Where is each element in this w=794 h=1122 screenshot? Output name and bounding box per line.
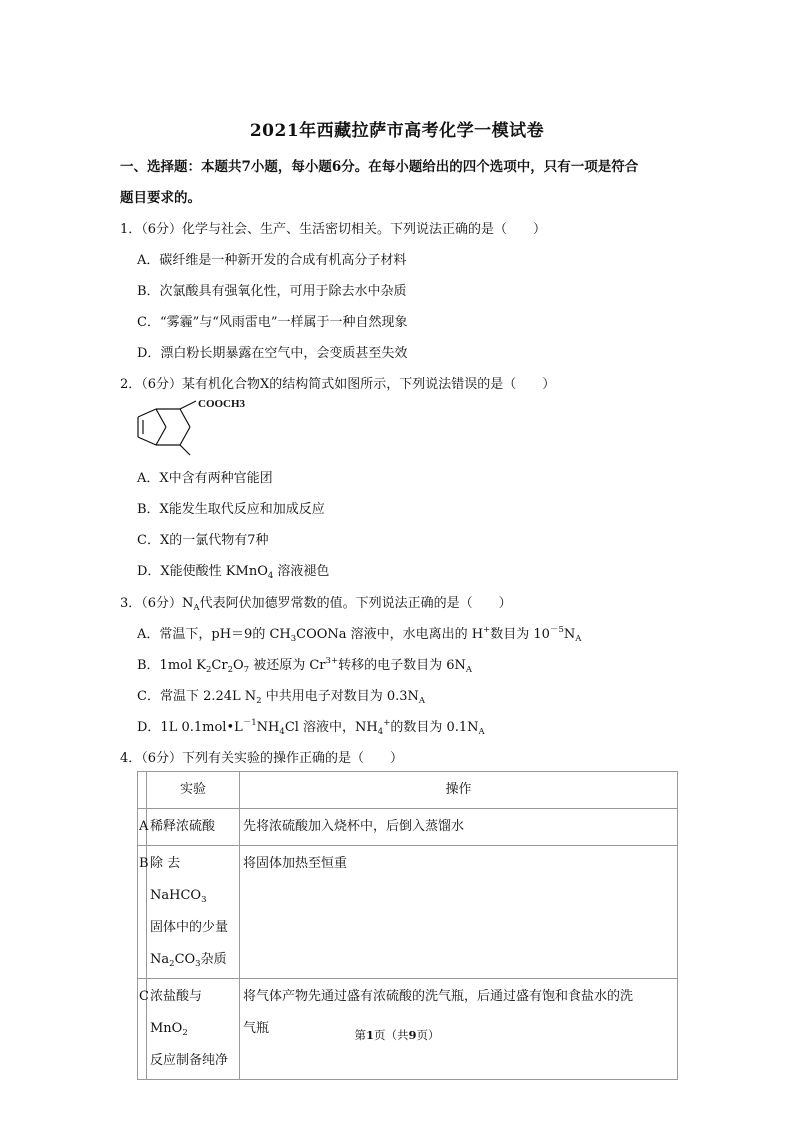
q2-stem: 2．（6分）某有机化合物X的结构简式如图所示，下列说法错误的是（ ） <box>120 377 556 392</box>
q1-option-d: D．漂白粉长期暴露在空气中，会变质甚至失效 <box>137 346 408 361</box>
q2-option-a: A．X中含有两种官能团 <box>137 471 273 486</box>
header-blank-cell <box>138 772 147 809</box>
q1-stem: 1．（6分）化学与社会、生产、生活密切相关。下列说法正确的是（ ） <box>120 222 547 237</box>
table-row <box>138 846 678 979</box>
section-heading-line1: 一、选择题：本题共7小题，每小题6分。在每小题给出的四个选项中，只有一项是符合 <box>120 159 639 175</box>
page-footer: 第1页（共9页） <box>354 1028 440 1042</box>
q4-stem: 4．（6分）下列有关实验的操作正确的是（ ） <box>120 751 404 766</box>
header-experiment: 实验 <box>147 772 240 809</box>
q2-option-c: C．X的一氯代物有7种 <box>137 533 269 548</box>
q3-option-c: C．常温下 2.24L $N_2$ 中共用电子对数目为 $0.3N_A$ <box>137 689 426 706</box>
q1-option-b: B．次氯酸具有强氧化性，可用于除去水中杂质 <box>137 284 407 299</box>
page-title: 2021年西藏拉萨市高考化学一模试卷 <box>249 121 545 141</box>
row-experiment: 稀释浓硫酸 <box>147 809 240 846</box>
q1-option-c: C．“雾霾”与“风雨雷电”一样属于一种自然现象 <box>137 315 408 330</box>
table-row <box>138 809 678 846</box>
q2-option-b: B．X能发生取代反应和加成反应 <box>137 502 325 517</box>
row-experiment: 浓盐酸与 MnO$_2$ 反应制备纯净 <box>147 979 240 1080</box>
q3-stem: 3．（6分）$N_A$代表阿伏加德罗常数的值。下列说法正确的是（ ） <box>120 596 512 613</box>
q1-option-a: A．碳纤维是一种新开发的合成有机高分子材料 <box>137 253 407 268</box>
q3-option-b: B．1mol $K_2Cr_2O_7$ 被还原为 $Cr^{3+}$转移的电子数目为 $6N_A$ <box>137 656 472 675</box>
row-experiment: 除 去 NaHCO$_3$ 固体中的少量 $Na_2CO_3$杂质 <box>147 846 240 979</box>
row-operation: 将气体产物先通过盛有浓硫酸的洗气瓶，后通过盛有饱和食盐水的洗 气瓶 <box>240 979 678 1080</box>
q2-option-d: D．X能使酸性 KMnO$_4$ 溶液褪色 <box>137 564 330 581</box>
row-letter: B <box>138 846 147 979</box>
row-letter: A <box>138 809 147 846</box>
header-operation: 操作 <box>240 772 678 809</box>
row-operation: 将固体加热至恒重 <box>240 846 678 979</box>
table-header-row <box>138 772 678 809</box>
structure-label: COOCH3 <box>198 398 246 410</box>
section-heading-line2: 题目要求的。 <box>120 190 201 206</box>
q3-option-a: A．常温下，pH＝9的 $CH_3COONa$ 溶液中，水电离出的 H+数目为 $10^{-5}N_A$ <box>137 625 582 644</box>
q3-option-d: D．1L $0.1mol•L^{-1}NH_4Cl$ 溶液中，$NH_4^+$的数目为 $0.1N_A$ <box>137 718 485 737</box>
row-letter: C <box>138 979 147 1080</box>
q2-structure-diagram <box>134 397 254 461</box>
row-operation: 先将浓硫酸加入烧杯中，后倒入蒸馏水 <box>240 809 678 846</box>
